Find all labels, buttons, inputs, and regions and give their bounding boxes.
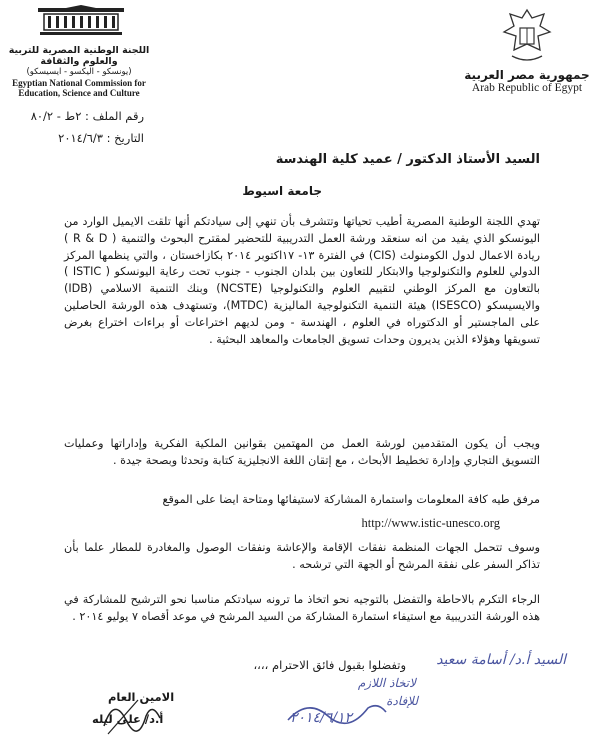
handwritten-date: ٢٠١٤/٦/١٢ [290,710,353,726]
commission-ar-line1: اللجنة الوطنية المصرية للتربية والعلوم والثقافة [8,45,150,67]
body-paragraph-3: مرفق طيه كافة المعلومات واستمارة المشاركة لاستيفائها ومتاحة ايضا على الموقع [162,493,540,506]
body-paragraph-1: تهدي اللجنة الوطنية المصرية أطيب تحياتها وتتشرف بأن تنهي إلى سيادتكم أنها تلقت الايميل الوارد من اليونسكو الذي يفيد من انه سنعقد ورشة العمل التدريبية للتحضير لمقترح البحوث والتنمية ( R & D ) ريادة الاعمال لدول الكومنولث (CIS) في الفترة ١٣- ١٧اكتوبر ٢٠١٤ بكازاخستان ، والتي ينظمها المركز الدولي للعلوم والتكنولوجيا والابتكار للتعاون بين بلدان الجنوب - جنوب تحت رعاية اليونسكو ( ISTIC ) بالتعاون مع المركز الوطني لتقييم العلوم والتكنولوجيا (NCSTE) وبنك التنمية الاسلامي (IDB) والايسيسكو (ISESCO) هيئة التنمية التكنولوجية الماليزية (MTDC)، وتستهدف هذه الورشة الحاصلين على الماجستير أو الدكتوراه في العلوم ، الهندسة - ومن لديهم اختراعات أو براءات اختراع بغرض تسويقها وهؤلاء الذين يديرون وحدات تسويق الجامعات والمعاهد البحثية . [64,215,541,346]
country-block [452,68,602,94]
body-paragraph-5: الرجاء التكرم بالاحاطة والتفضل بالتوجيه نحو اتخاذ ما ترونه سيادتكم مناسبا نحو الترشيح للمشاركة في هذه الورشة التدريبية مع استيفاء استمارة المشاركة من السيد المرشح في موعد أقصاه ٧ يوليو ٢٠١٤ . [64,593,540,623]
letter-date: التاريخ : ٢٠١٤/٦/٣ [58,130,144,145]
commission-block [4,46,154,98]
body-paragraph-2: ويجب أن يكون المتقدمين لورشة العمل من المهتمين بقوانين الملكية الفكرية وإداراتها وعمليات التسويق التجاري وإدارة تخطيط الأبحاث ، مع إتقان اللغة الانجليزية كتابة وتحدثا وبصحة جيدة . [64,437,540,467]
signature-mark [98,686,168,742]
file-info [0,106,144,150]
handwritten-note-1: السيد أ.د/ أسامة سعيد [436,652,566,668]
handwritten-note-2: لاتخاذ اللازم [357,676,416,690]
website-link[interactable]: http://www.istic-unesco.org [361,516,500,530]
commission-ar-line2: (يونسكو - اليكسو - ايسيسكو) [26,66,132,77]
unesco-logo [36,4,126,44]
commission-en-line1: Egyptian National Commission for [12,77,146,88]
file-number: رقم الملف : ٢ط - ٨٠/٢ [30,109,144,123]
closing-text: وتفضلوا بقبول فائق الاحترام ،،،، [253,658,406,672]
secretary-name: أ.د/ على ليله [92,712,164,726]
commission-en-line2: Education, Science and Culture [18,87,140,98]
country-en: Arab Republic of Egypt [471,82,583,94]
body-paragraph-4: وسوف تتحمل الجهات المنظمة نفقات الإقامة والإعاشة ونفقات الوصول والمغادرة للمطار علما بأن تذاكر السفر على نفقة المرشح أو الجهة التي ترشحه . [64,541,540,571]
university: جامعة اسيوط [242,184,322,198]
secretary-title: الامين العام [108,690,175,704]
addressee: السيد الأستاذ الدكتور / عميد كلية الهندسة [275,152,540,167]
eagle-emblem-icon [500,6,554,66]
country-ar: جمهورية مصر العربية [464,68,590,82]
handwritten-note-3: للإفادة [386,694,418,708]
